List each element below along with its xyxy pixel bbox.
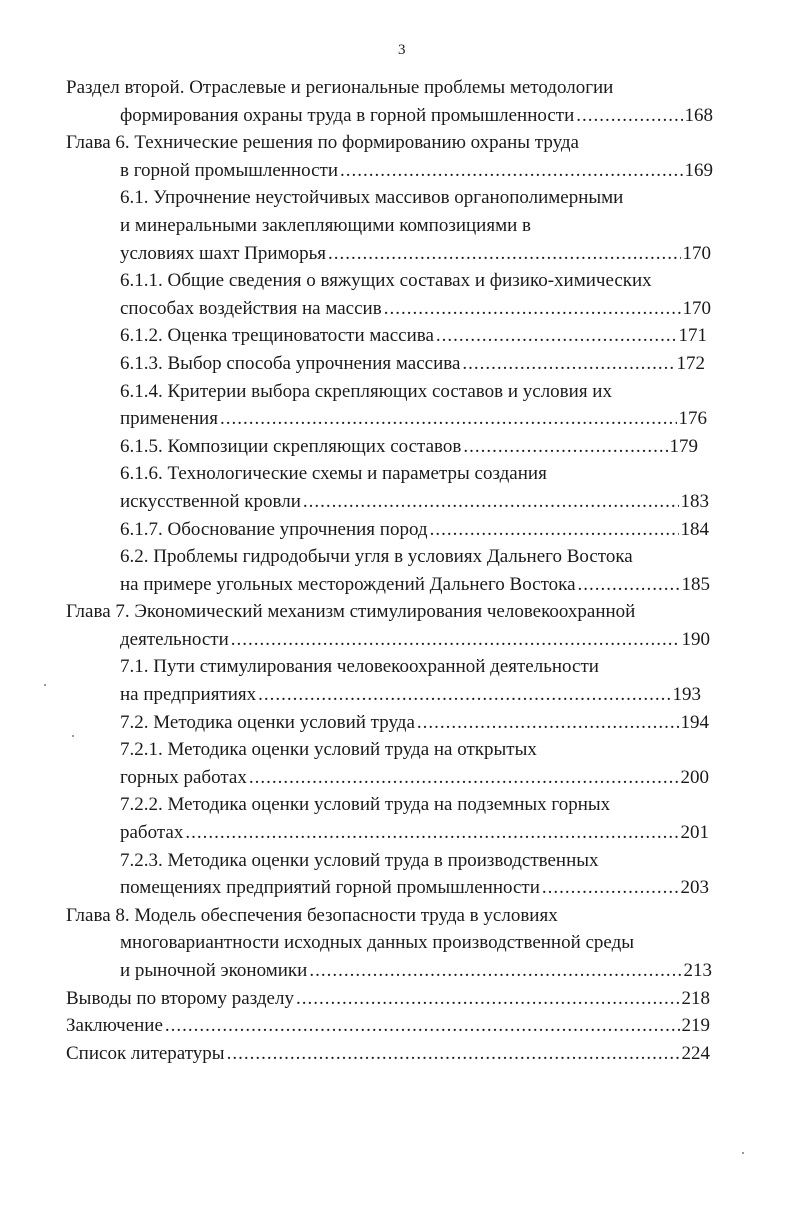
- toc-entry-section-2[interactable]: [0, 74, 793, 129]
- toc-entry-6-1-1[interactable]: [0, 267, 793, 322]
- toc-line: [0, 791, 793, 819]
- toc-line: [0, 929, 793, 957]
- leader-dots: [430, 516, 679, 544]
- leader-dots: [303, 488, 679, 516]
- toc-page-number: 176: [678, 408, 707, 430]
- toc-entry-title-cont: на предприятиях: [120, 684, 257, 706]
- toc-line: [0, 378, 793, 406]
- toc-page-number: 185: [681, 573, 710, 595]
- toc-line: [0, 736, 793, 764]
- toc-line: [0, 709, 709, 737]
- scan-speck: [72, 735, 74, 737]
- toc-entry-title-cont: и рыночной экономики: [120, 960, 308, 981]
- toc-page-number: 170: [682, 242, 711, 264]
- leader-dots: [384, 295, 681, 323]
- toc-entry-title: 7.2.2. Методика оценки условий труда на подземных горных: [120, 794, 611, 816]
- leader-dots: [340, 157, 683, 185]
- toc-line: [0, 350, 705, 378]
- toc-line: [0, 1012, 710, 1040]
- toc-page-number: 190: [681, 628, 710, 650]
- toc-entry-title: 6.1. Упрочнение неустойчивых массивов органополимерными: [120, 187, 624, 209]
- toc-line: [0, 957, 712, 985]
- toc-line: [0, 488, 709, 516]
- toc-line: [0, 819, 709, 847]
- toc-entry-title: 6.1.3. Выбор способа упрочнения массива: [120, 352, 461, 374]
- toc-page-number: 218: [681, 987, 710, 1009]
- toc-entry-6-2[interactable]: [0, 543, 793, 598]
- toc-entry-chapter-8[interactable]: [0, 902, 793, 985]
- toc-line: [0, 764, 709, 792]
- toc-entry-title-cont: многовариантности исходных данных производственной среды: [120, 932, 635, 954]
- leader-dots: [463, 433, 667, 461]
- toc-entry-7-2-1[interactable]: [0, 736, 793, 791]
- leader-dots: [328, 240, 680, 268]
- toc-page-number: 203: [680, 877, 709, 899]
- toc-line: [0, 902, 793, 930]
- toc-page-number: 169: [684, 159, 713, 181]
- leader-dots: [296, 985, 680, 1013]
- toc-entry-references[interactable]: [0, 1040, 793, 1068]
- toc-entry-title-cont: деятельности: [120, 628, 229, 650]
- toc-page-number: 219: [681, 1015, 710, 1037]
- toc-line: [0, 267, 793, 295]
- toc-entry-title-cont: горных работах: [120, 766, 247, 788]
- leader-dots: [542, 874, 679, 902]
- toc-entry-6-1-5[interactable]: [0, 433, 793, 461]
- toc-entry-6-1-4[interactable]: [0, 378, 793, 433]
- toc-line: [0, 1040, 710, 1068]
- leader-dots: [258, 681, 670, 709]
- toc-page-number: 200: [680, 766, 709, 788]
- toc-entry-title-cont: помещениях предприятий горной промышленности: [120, 877, 540, 899]
- toc-entry-title-cont: способах воздействия на массив: [120, 297, 382, 319]
- leader-dots: [309, 957, 681, 985]
- toc-line: [0, 240, 711, 268]
- toc-entry-title: Глава 7. Экономический механизм стимулирования человекоохранной: [66, 601, 636, 623]
- toc-entry-title-cont: работах: [120, 822, 184, 844]
- toc-line: [0, 74, 793, 102]
- toc-line: [0, 102, 713, 130]
- toc-line: [0, 847, 793, 875]
- leader-dots: [436, 322, 677, 350]
- toc-entry-6-1-6[interactable]: [0, 460, 793, 515]
- toc-entry-title: 7.1. Пути стимулирования человекоохранной деятельности: [120, 656, 599, 678]
- toc-entry-title: 6.1.4. Критерии выбора скрепляющих составов и условия их: [120, 380, 612, 402]
- toc-entry-chapter-6[interactable]: [0, 129, 793, 184]
- toc-entry-title: Выводы по второму разделу: [66, 987, 294, 1009]
- toc-line: [0, 681, 701, 709]
- toc-line: [0, 295, 711, 323]
- toc-page-number: 201: [680, 822, 709, 844]
- toc-entry-title: 7.2.1. Методика оценки условий труда на открытых: [120, 739, 537, 761]
- toc-line: [0, 322, 707, 350]
- toc-entry-title: Раздел второй. Отраслевые и региональные проблемы методологии: [66, 77, 614, 98]
- toc-line: [0, 212, 793, 240]
- toc-entry-title-cont: формирования охраны труда в горной промышленности: [120, 104, 575, 126]
- toc-line: [0, 516, 709, 544]
- toc-line: [0, 433, 698, 461]
- toc-entry-7-2[interactable]: [0, 709, 793, 737]
- leader-dots: [227, 1040, 680, 1068]
- toc-entry-title: 6.2. Проблемы гидродобычи угля в условиях Дальнего Востока: [120, 546, 633, 568]
- leader-dots: [220, 405, 677, 433]
- toc-line: [0, 543, 793, 571]
- toc-page-number: 172: [676, 352, 705, 374]
- toc-page-number: 183: [680, 490, 709, 512]
- toc-entry-title: 6.1.6. Технологические схемы и параметры создания: [120, 463, 547, 485]
- toc-entry-6-1-2[interactable]: [0, 322, 793, 350]
- toc-line: [0, 653, 793, 681]
- toc-page-number: 171: [678, 325, 707, 347]
- toc-entry-title: 6.1.2. Оценка трещиноватости массива: [120, 325, 434, 347]
- toc-entry-title: Заключение: [66, 1015, 163, 1037]
- toc-line: [0, 985, 710, 1013]
- page-number: 3: [398, 42, 406, 58]
- toc-line: [0, 405, 707, 433]
- scan-speck: [742, 1152, 744, 1154]
- leader-dots: [165, 1012, 680, 1040]
- toc-entry-6-1-3[interactable]: [0, 350, 793, 378]
- toc-page-number: 193: [672, 684, 701, 706]
- leader-dots: [249, 764, 679, 792]
- toc-page-number: 168: [684, 104, 713, 126]
- toc-entry-title-cont: на примере угольных месторождений Дальнего Востока: [120, 573, 576, 595]
- table-of-contents: [0, 74, 793, 1067]
- scan-speck: [44, 684, 46, 686]
- toc-entry-chapter-7[interactable]: [0, 598, 793, 653]
- toc-entry-title: 6.1.5. Композиции скрепляющих составов: [120, 435, 462, 457]
- leader-dots: [578, 571, 680, 599]
- toc-entry-title: 6.1.1. Общие сведения о вяжущих составах и физико-химических: [120, 270, 652, 292]
- toc-entry-conclusion[interactable]: [0, 1012, 793, 1040]
- leader-dots: [417, 709, 679, 737]
- leader-dots: [231, 626, 680, 654]
- toc-page-number: 179: [669, 435, 698, 457]
- toc-page-number: 194: [680, 711, 709, 733]
- toc-entry-title: 7.2.3. Методика оценки условий труда в производственных: [120, 849, 599, 871]
- toc-entry-title-cont: и минеральными заклепляющими композициями в: [120, 214, 531, 236]
- toc-entry-title: 6.1.7. Обоснование упрочнения пород: [120, 518, 428, 540]
- toc-entry-title-cont: условиях шахт Приморья: [120, 242, 327, 264]
- toc-line: [0, 598, 793, 626]
- toc-page-number: 213: [683, 960, 712, 981]
- toc-entry-title-cont: искусственной кровли: [120, 490, 301, 512]
- toc-line: [0, 460, 793, 488]
- toc-entry-title: Глава 8. Модель обеспечения безопасности труда в условиях: [66, 904, 558, 926]
- toc-entry-title: Список литературы: [66, 1042, 225, 1064]
- leader-dots: [185, 819, 678, 847]
- leader-dots: [576, 102, 682, 130]
- leader-dots: [462, 350, 674, 378]
- toc-entry-title-cont: в горной промышленности: [120, 159, 338, 181]
- toc-entry-conclusions-section-2[interactable]: [0, 985, 793, 1013]
- toc-line: [0, 129, 793, 157]
- toc-page-number: 184: [680, 518, 709, 540]
- toc-entry-7-1[interactable]: [0, 653, 793, 708]
- toc-entry-6-1[interactable]: [0, 184, 793, 267]
- toc-page-number: 170: [682, 297, 711, 319]
- toc-line: [0, 157, 713, 185]
- toc-entry-title: Глава 6. Технические решения по формированию охраны труда: [66, 132, 579, 154]
- toc-entry-title-cont: применения: [120, 408, 218, 430]
- toc-entry-6-1-7[interactable]: [0, 516, 793, 544]
- toc-line: [0, 571, 710, 599]
- toc-page-number: 224: [681, 1042, 710, 1064]
- toc-line: [0, 184, 793, 212]
- toc-entry-7-2-2[interactable]: [0, 791, 793, 846]
- toc-line: [0, 874, 709, 902]
- toc-entry-title: 7.2. Методика оценки условий труда: [120, 711, 415, 733]
- toc-line: [0, 626, 710, 654]
- toc-entry-7-2-3[interactable]: [0, 847, 793, 902]
